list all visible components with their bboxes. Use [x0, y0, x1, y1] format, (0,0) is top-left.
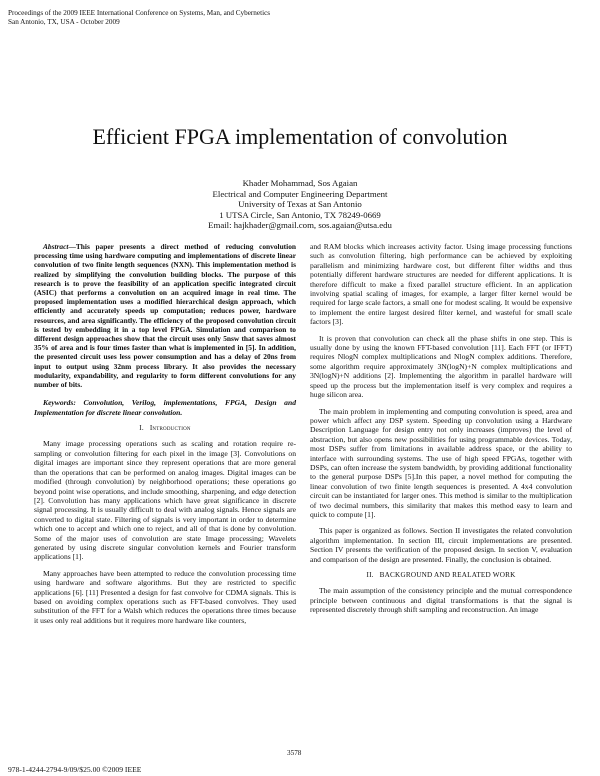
- abstract-label: Abstract: [43, 242, 69, 251]
- paragraph: This paper is organized as follows. Section II investigates the related convolution algorithm implementation. In section III, circuit implementations are presented. Section IV presents the verification of the proposed design. In section V, evaluation and comparison of the design are presented. Finally, the conclusion is obtained.: [310, 526, 572, 564]
- paragraph: and RAM blocks which increases activity factor. Using image processing functions such as convolution filtering, high performance can be achieved by exploiting parallelism and minimizing hardware cost, but different filter widths and thus potentially different hardware structures are needed for different applications. It is therefore difficult to make a fixed parallel structure efficient. In an application involving spatial scaling of images, for example, a larger filter kernel would be required for large scale factors, a small one for modest scaling. It would be expensive to implement the entire largest desired filter kernel, and wasteful for small scale factors [3].: [310, 242, 572, 327]
- section-title: BACKGROUND AND REALATED WORK: [379, 571, 516, 579]
- left-column: [34, 242, 296, 632]
- header-line-2: San Antonio, TX, USA - October 2009: [8, 18, 120, 26]
- paper-title: Efficient FPGA implementation of convolution: [92, 124, 508, 149]
- author-email: Email: hajkhader@gmail.com, sos.agaian@utsa.edu: [208, 220, 392, 230]
- author-block: [0, 178, 600, 231]
- right-column: [310, 242, 572, 622]
- abstract-text: —This paper presents a direct method of reducing convolution processing time using hardware computing and implementations of discrete linear convolution of two finite length sequences (NXN). This implementation method is realized by simplifying the convolution building blocks. The purpose of this research is to prove the feasibility of an application specific integrated circuit (ASIC) that performs a convolution on an acquired image in real time. The proposed implementation uses a modified hierarchical design approach, which efficiently and accurately speeds up computation; reduces power, hardware resources, and area significantly. The efficiency of the proposed convolution circuit is tested by embedding it in a top level FPGA. Simulation and comparison to different design approaches show that the circuit uses only 5nsw that saves almost 35% of area and is four times faster than what is implemented in [5]. In addition, the presented circuit uses less power consumption and has a delay of 20ns from input to output using 32nm process library. It also provides the necessary modularity, expandability, and regularity to form different convolutions for any number of bits.: [34, 242, 296, 390]
- section-number: II.: [366, 571, 374, 579]
- paragraph: The main assumption of the consistency principle and the mutual correspondence principle between continuous and digital transformations is that the signal is represented discretely through shift sampling and reconstruction. An image: [310, 586, 572, 615]
- author-names: Khader Mohammad, Sos Agaian: [242, 178, 358, 188]
- paragraph: The main problem in implementing and computing convolution is speed, area and power which affect any DSP system. Speeding up convolution using a Hardware Description Language for design entry not only increases (improves) the level of abstraction, but also opens new possibilities for using programmable devices. Today, most DSPs suffer from limitations in available address space, or the ability to interface with surrounding systems. The use of high speed FPGAs, together with DSPs, can often increase the system bandwidth, by providing additional functionality to the general purpose DSPs [5].In this paper, a novel method for computing the linear convolution of two finite length sequences is presented. A 4x4 convolution circuit can be instantiated for larger ones. This method is similar to the multiplication of two decimal numbers, this similarity that makes this method easy to learn and quick to compute [1].: [310, 406, 572, 519]
- author-address: 1 UTSA Circle, San Antonio, TX 78249-0669: [219, 209, 381, 220]
- isbn-footer: 978-1-4244-2794-9/09/$25.00 ©2009 IEEE: [8, 765, 142, 774]
- author-university: University of Texas at San Antonio: [238, 199, 362, 209]
- section-title: Introduction: [149, 424, 191, 433]
- paragraph: It is proven that convolution can check all the phase shifts in one step. This is usually done by using the known FFT-based convolution [11]. Each FFT (or IFFT) requires NlogN complex multiplications and NlogN complex additions. Therefore, some algorithm require approximately 3N(logN)+N complex multiplications and 3N(logN)+N additions [2]. Implementing the algorithm in parallel hardware will speed up the process but the implementation itself is very complex and requires a huge silicon area.: [310, 333, 572, 400]
- proceedings-header: [8, 9, 270, 27]
- section-heading-background: [310, 571, 572, 580]
- section-number: I.: [139, 424, 144, 433]
- paragraph: Many approaches have been attempted to reduce the convolution processing time using hardware and software algorithms. But they are restricted to specific applications [6]. [11] Presented a design for fast convolve for CDMA signals. This is based on avoiding complex operations such as FFT-based convolves. They used substitution of the FFT for a Walsh which reduces the operations three times because it uses only real additions but it requires more hardware like counters,: [34, 568, 296, 625]
- header-line-1: Proceedings of the 2009 IEEE International Conference on Systems, Man, and Cybernetics: [8, 9, 271, 17]
- section-heading-introduction: [34, 424, 296, 433]
- paragraph: Many image processing operations such as scaling and rotation require re-sampling or convolution filtering for each pixel in the image [3]. Convolutions on digital images are important since they represent operations that are more general than the operations that can be performed on analog images. Digital images can be modified (through convolution) by neighborhood operations; these operations go beyond point wise operations, and include smoothing, sharpening, and edge detection [2]. Convolution has many applications which have great significance in discrete signal processing. It is usually difficult to deal with analog signals. Hence signals are converted to digital state. Filtering of signals is very important in order to determine which one to accept and which one to reject, and all of that is done by convolution. Some of the major uses of convolution are state Image processing; Wavelets generated by using discrete singular convolution kernels and Fourier transform applications [1].: [34, 439, 296, 562]
- keywords: Keywords: Convolution, Verilog, implementations, FPGA, Design and Implementation for discrete linear convolution.: [34, 398, 296, 417]
- page-number: 3578: [287, 749, 302, 757]
- abstract: [34, 242, 296, 389]
- author-department: Electrical and Computer Engineering Department: [212, 188, 388, 199]
